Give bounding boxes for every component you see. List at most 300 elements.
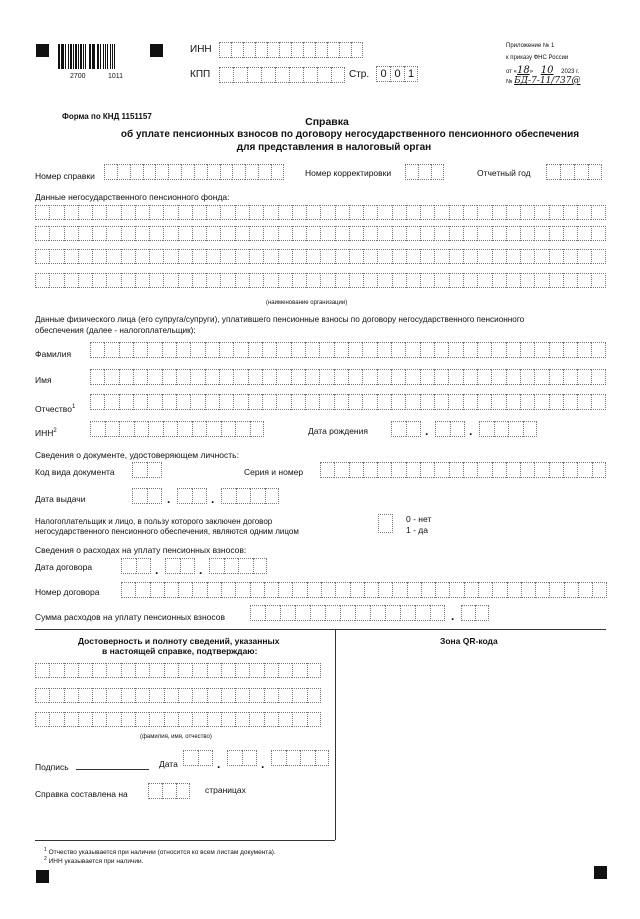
input-cell[interactable] bbox=[164, 688, 178, 703]
input-cell[interactable] bbox=[491, 394, 505, 410]
input-cell[interactable] bbox=[506, 462, 520, 478]
input-cell[interactable] bbox=[134, 421, 149, 437]
input-cell[interactable] bbox=[243, 42, 255, 58]
input-cell[interactable] bbox=[520, 462, 534, 478]
input-cell[interactable] bbox=[434, 205, 448, 220]
input-cell[interactable] bbox=[563, 205, 577, 220]
input-cell[interactable] bbox=[258, 164, 271, 180]
input-cell[interactable] bbox=[181, 164, 194, 180]
input-cell[interactable] bbox=[135, 273, 149, 288]
input-cell[interactable] bbox=[221, 663, 235, 678]
input-cell[interactable] bbox=[92, 249, 106, 264]
input-cell[interactable] bbox=[249, 712, 263, 727]
input-cell[interactable] bbox=[306, 226, 320, 241]
input-cell[interactable] bbox=[291, 394, 305, 410]
input-cell[interactable] bbox=[104, 369, 118, 385]
input-cell[interactable] bbox=[577, 342, 591, 358]
input-cell[interactable] bbox=[35, 226, 49, 241]
input-cell[interactable] bbox=[219, 369, 233, 385]
input-cell[interactable] bbox=[292, 226, 306, 241]
input-cell[interactable] bbox=[106, 205, 120, 220]
input-cell[interactable] bbox=[349, 462, 363, 478]
input-cell[interactable] bbox=[90, 421, 105, 437]
input-cell[interactable] bbox=[477, 226, 491, 241]
input-cell[interactable] bbox=[264, 712, 278, 727]
input-cell[interactable] bbox=[492, 273, 506, 288]
input-cell[interactable] bbox=[219, 42, 231, 58]
input-cell[interactable] bbox=[292, 273, 306, 288]
input-cell[interactable] bbox=[249, 663, 263, 678]
input-cell[interactable] bbox=[106, 663, 120, 678]
input-cell[interactable] bbox=[492, 226, 506, 241]
input-cell[interactable] bbox=[506, 342, 520, 358]
input-cell[interactable] bbox=[207, 164, 220, 180]
input-cell[interactable] bbox=[591, 394, 605, 410]
input-cell[interactable] bbox=[248, 369, 262, 385]
input-cell[interactable] bbox=[506, 394, 520, 410]
input-cell[interactable] bbox=[235, 226, 249, 241]
input-cell[interactable] bbox=[90, 394, 104, 410]
input-cell[interactable] bbox=[192, 688, 206, 703]
input-cell[interactable] bbox=[475, 605, 489, 621]
input-cell[interactable] bbox=[391, 394, 405, 410]
sign-month-cells[interactable] bbox=[227, 750, 257, 766]
input-cell[interactable] bbox=[295, 605, 310, 621]
input-cell[interactable] bbox=[520, 226, 534, 241]
input-cell[interactable] bbox=[534, 226, 548, 241]
input-cell[interactable] bbox=[178, 249, 192, 264]
input-cell[interactable] bbox=[178, 712, 192, 727]
input-cell[interactable] bbox=[250, 421, 265, 437]
input-cell[interactable] bbox=[221, 421, 236, 437]
input-cell[interactable] bbox=[591, 342, 605, 358]
input-cell[interactable] bbox=[178, 663, 192, 678]
patronymic-cells[interactable] bbox=[90, 394, 606, 410]
input-cell[interactable] bbox=[220, 249, 234, 264]
input-cell[interactable] bbox=[391, 342, 405, 358]
input-cell[interactable] bbox=[534, 394, 548, 410]
input-cell[interactable] bbox=[235, 712, 249, 727]
input-cell[interactable] bbox=[319, 342, 333, 358]
input-cell[interactable] bbox=[264, 688, 278, 703]
input-cell[interactable] bbox=[340, 605, 355, 621]
input-cell[interactable] bbox=[180, 558, 195, 574]
input-cell[interactable] bbox=[405, 342, 419, 358]
input-cell[interactable] bbox=[49, 205, 63, 220]
input-cell[interactable] bbox=[147, 462, 162, 478]
input-cell[interactable] bbox=[220, 273, 234, 288]
issue-day-cells[interactable] bbox=[132, 488, 162, 504]
input-cell[interactable] bbox=[392, 273, 406, 288]
input-cell[interactable] bbox=[90, 369, 104, 385]
input-cell[interactable] bbox=[155, 164, 168, 180]
input-cell[interactable] bbox=[92, 688, 106, 703]
input-cell[interactable] bbox=[535, 582, 549, 598]
input-cell[interactable] bbox=[64, 249, 78, 264]
input-cell[interactable] bbox=[235, 688, 249, 703]
input-cell[interactable] bbox=[335, 249, 349, 264]
signer-fio-row-3[interactable] bbox=[35, 712, 321, 727]
input-cell[interactable] bbox=[64, 205, 78, 220]
input-cell[interactable] bbox=[534, 462, 548, 478]
input-cell[interactable] bbox=[219, 67, 233, 83]
input-cell[interactable] bbox=[307, 582, 321, 598]
signer-fio-row-2[interactable] bbox=[35, 688, 321, 703]
input-cell[interactable] bbox=[463, 369, 477, 385]
input-cell[interactable] bbox=[549, 249, 563, 264]
input-cell[interactable] bbox=[339, 42, 351, 58]
input-cell[interactable] bbox=[377, 249, 391, 264]
input-cell[interactable] bbox=[320, 205, 334, 220]
birth-year-cells[interactable] bbox=[479, 421, 537, 437]
input-cell[interactable] bbox=[355, 605, 370, 621]
input-cell[interactable] bbox=[305, 369, 319, 385]
input-cell[interactable] bbox=[192, 226, 206, 241]
input-cell[interactable] bbox=[421, 582, 435, 598]
pages-count-cells[interactable] bbox=[148, 783, 190, 799]
input-cell[interactable] bbox=[253, 558, 268, 574]
input-cell[interactable] bbox=[405, 164, 418, 180]
input-cell[interactable] bbox=[207, 663, 221, 678]
input-cell[interactable] bbox=[119, 369, 133, 385]
sign-year-cells[interactable] bbox=[271, 750, 329, 766]
input-cell[interactable] bbox=[430, 605, 445, 621]
input-cell[interactable] bbox=[306, 249, 320, 264]
input-cell[interactable] bbox=[420, 226, 434, 241]
input-cell[interactable] bbox=[292, 205, 306, 220]
input-cell[interactable] bbox=[578, 582, 592, 598]
input-cell[interactable] bbox=[420, 342, 434, 358]
input-cell[interactable] bbox=[162, 394, 176, 410]
input-cell[interactable] bbox=[178, 688, 192, 703]
input-cell[interactable] bbox=[232, 164, 245, 180]
input-cell[interactable] bbox=[378, 514, 393, 533]
input-cell[interactable] bbox=[363, 226, 377, 241]
input-cell[interactable] bbox=[135, 688, 149, 703]
input-cell[interactable] bbox=[364, 582, 378, 598]
input-cell[interactable] bbox=[250, 488, 265, 504]
input-cell[interactable] bbox=[477, 369, 491, 385]
input-cell[interactable] bbox=[106, 712, 120, 727]
input-cell[interactable] bbox=[136, 558, 151, 574]
input-cell[interactable] bbox=[276, 342, 290, 358]
input-cell[interactable] bbox=[135, 582, 149, 598]
input-cell[interactable] bbox=[163, 226, 177, 241]
input-cell[interactable] bbox=[591, 273, 605, 288]
input-cell[interactable] bbox=[64, 226, 78, 241]
input-cell[interactable] bbox=[275, 67, 289, 83]
input-cell[interactable] bbox=[49, 712, 63, 727]
input-cell[interactable] bbox=[148, 421, 163, 437]
input-cell[interactable] bbox=[321, 582, 335, 598]
input-cell[interactable] bbox=[263, 226, 277, 241]
input-cell[interactable] bbox=[35, 712, 49, 727]
input-cell[interactable] bbox=[267, 42, 279, 58]
input-cell[interactable] bbox=[64, 712, 78, 727]
input-cell[interactable] bbox=[362, 342, 376, 358]
input-cell[interactable] bbox=[479, 421, 494, 437]
input-cell[interactable] bbox=[534, 205, 548, 220]
fund-name-row-3[interactable] bbox=[35, 249, 606, 264]
input-cell[interactable] bbox=[291, 369, 305, 385]
contract-number-cells[interactable] bbox=[121, 582, 607, 598]
input-cell[interactable] bbox=[420, 205, 434, 220]
input-cell[interactable] bbox=[121, 663, 135, 678]
input-cell[interactable] bbox=[521, 582, 535, 598]
input-cell[interactable] bbox=[391, 369, 405, 385]
doc-type-code-cells[interactable] bbox=[132, 462, 162, 478]
input-cell[interactable] bbox=[320, 462, 334, 478]
input-cell[interactable] bbox=[262, 394, 276, 410]
input-cell[interactable] bbox=[363, 249, 377, 264]
input-cell[interactable] bbox=[121, 558, 136, 574]
input-cell[interactable] bbox=[35, 273, 49, 288]
input-cell[interactable] bbox=[207, 688, 221, 703]
input-cell[interactable] bbox=[194, 164, 207, 180]
input-cell[interactable] bbox=[162, 342, 176, 358]
input-cell[interactable] bbox=[492, 462, 506, 478]
input-cell[interactable] bbox=[377, 369, 391, 385]
input-cell[interactable] bbox=[162, 783, 176, 799]
input-cell[interactable] bbox=[221, 488, 236, 504]
input-cell[interactable] bbox=[206, 421, 221, 437]
input-cell[interactable] bbox=[463, 226, 477, 241]
input-cell[interactable] bbox=[377, 342, 391, 358]
input-cell[interactable] bbox=[563, 226, 577, 241]
header-kpp-cells[interactable] bbox=[219, 67, 345, 83]
input-cell[interactable] bbox=[335, 205, 349, 220]
input-cell[interactable] bbox=[262, 369, 276, 385]
input-cell[interactable] bbox=[385, 605, 400, 621]
issue-year-cells[interactable] bbox=[221, 488, 279, 504]
input-cell[interactable] bbox=[49, 663, 63, 678]
input-cell[interactable] bbox=[534, 249, 548, 264]
input-cell[interactable] bbox=[149, 688, 163, 703]
input-cell[interactable] bbox=[506, 249, 520, 264]
input-cell[interactable] bbox=[300, 750, 315, 766]
input-cell[interactable] bbox=[349, 205, 363, 220]
input-cell[interactable] bbox=[477, 462, 491, 478]
input-cell[interactable] bbox=[434, 226, 448, 241]
input-cell[interactable] bbox=[278, 663, 292, 678]
input-cell[interactable] bbox=[477, 249, 491, 264]
input-cell[interactable] bbox=[327, 42, 339, 58]
input-cell[interactable] bbox=[349, 226, 363, 241]
input-cell[interactable] bbox=[221, 712, 235, 727]
input-cell[interactable] bbox=[162, 369, 176, 385]
input-cell[interactable] bbox=[78, 205, 92, 220]
input-cell[interactable] bbox=[307, 712, 321, 727]
input-cell[interactable] bbox=[249, 273, 263, 288]
input-cell[interactable] bbox=[264, 582, 278, 598]
input-cell[interactable] bbox=[335, 582, 349, 598]
input-cell[interactable] bbox=[271, 750, 286, 766]
input-cell[interactable] bbox=[130, 164, 143, 180]
input-cell[interactable] bbox=[335, 273, 349, 288]
input-cell[interactable] bbox=[90, 342, 104, 358]
input-cell[interactable] bbox=[546, 164, 560, 180]
input-cell[interactable] bbox=[434, 273, 448, 288]
input-cell[interactable] bbox=[250, 605, 265, 621]
input-cell[interactable] bbox=[178, 226, 192, 241]
input-cell[interactable] bbox=[178, 205, 192, 220]
input-cell[interactable] bbox=[177, 488, 192, 504]
input-cell[interactable] bbox=[560, 164, 574, 180]
input-cell[interactable] bbox=[307, 663, 321, 678]
input-cell[interactable] bbox=[106, 688, 120, 703]
input-cell[interactable] bbox=[205, 394, 219, 410]
input-cell[interactable] bbox=[276, 394, 290, 410]
input-cell[interactable] bbox=[149, 205, 163, 220]
input-cell[interactable] bbox=[305, 342, 319, 358]
input-cell[interactable] bbox=[520, 249, 534, 264]
input-cell[interactable] bbox=[320, 226, 334, 241]
input-cell[interactable] bbox=[264, 663, 278, 678]
input-cell[interactable] bbox=[592, 462, 606, 478]
input-cell[interactable] bbox=[147, 342, 161, 358]
input-cell[interactable] bbox=[520, 369, 534, 385]
input-cell[interactable] bbox=[235, 249, 249, 264]
input-cell[interactable] bbox=[168, 164, 181, 180]
input-cell[interactable] bbox=[148, 783, 162, 799]
input-cell[interactable] bbox=[363, 273, 377, 288]
input-cell[interactable] bbox=[534, 369, 548, 385]
input-cell[interactable] bbox=[262, 342, 276, 358]
input-cell[interactable] bbox=[49, 249, 63, 264]
input-cell[interactable] bbox=[577, 394, 591, 410]
input-cell[interactable] bbox=[147, 369, 161, 385]
input-cell[interactable] bbox=[64, 663, 78, 678]
input-cell[interactable] bbox=[265, 605, 280, 621]
input-cell[interactable] bbox=[448, 342, 462, 358]
input-cell[interactable] bbox=[463, 342, 477, 358]
input-cell[interactable] bbox=[78, 688, 92, 703]
input-cell[interactable] bbox=[448, 369, 462, 385]
input-cell[interactable] bbox=[206, 249, 220, 264]
input-cell[interactable] bbox=[265, 488, 280, 504]
input-cell[interactable] bbox=[92, 712, 106, 727]
input-cell[interactable] bbox=[362, 394, 376, 410]
input-cell[interactable] bbox=[520, 273, 534, 288]
input-cell[interactable] bbox=[236, 488, 251, 504]
input-cell[interactable] bbox=[577, 369, 591, 385]
input-cell[interactable] bbox=[320, 273, 334, 288]
input-cell[interactable] bbox=[249, 226, 263, 241]
input-cell[interactable] bbox=[507, 582, 521, 598]
input-cell[interactable] bbox=[406, 205, 420, 220]
input-cell[interactable] bbox=[235, 582, 249, 598]
birth-month-cells[interactable] bbox=[435, 421, 465, 437]
input-cell[interactable] bbox=[190, 394, 204, 410]
input-cell[interactable] bbox=[176, 342, 190, 358]
input-cell[interactable] bbox=[307, 688, 321, 703]
input-cell[interactable] bbox=[315, 750, 330, 766]
input-cell[interactable] bbox=[238, 558, 253, 574]
input-cell[interactable] bbox=[121, 273, 135, 288]
input-cell[interactable] bbox=[231, 42, 243, 58]
input-cell[interactable] bbox=[176, 783, 190, 799]
input-cell[interactable] bbox=[192, 421, 207, 437]
input-cell[interactable] bbox=[405, 369, 419, 385]
input-cell[interactable] bbox=[132, 462, 147, 478]
input-cell[interactable] bbox=[133, 369, 147, 385]
input-cell[interactable] bbox=[247, 67, 261, 83]
input-cell[interactable] bbox=[549, 369, 563, 385]
input-cell[interactable] bbox=[420, 249, 434, 264]
input-cell[interactable] bbox=[278, 205, 292, 220]
input-cell[interactable] bbox=[577, 273, 591, 288]
input-cell[interactable] bbox=[235, 273, 249, 288]
input-cell[interactable] bbox=[420, 273, 434, 288]
input-cell[interactable] bbox=[121, 226, 135, 241]
input-cell[interactable] bbox=[449, 226, 463, 241]
input-cell[interactable] bbox=[478, 582, 492, 598]
input-cell[interactable] bbox=[549, 462, 563, 478]
input-cell[interactable] bbox=[449, 273, 463, 288]
input-cell[interactable] bbox=[92, 663, 106, 678]
input-cell[interactable] bbox=[563, 249, 577, 264]
input-cell[interactable] bbox=[78, 249, 92, 264]
input-cell[interactable] bbox=[549, 273, 563, 288]
input-cell[interactable] bbox=[291, 342, 305, 358]
input-cell[interactable] bbox=[591, 226, 605, 241]
report-year-cells[interactable] bbox=[546, 164, 602, 180]
input-cell[interactable] bbox=[292, 688, 306, 703]
input-cell[interactable] bbox=[334, 394, 348, 410]
input-cell[interactable] bbox=[192, 582, 206, 598]
input-cell[interactable] bbox=[448, 394, 462, 410]
input-cell[interactable] bbox=[334, 342, 348, 358]
input-cell[interactable] bbox=[464, 582, 478, 598]
input-cell[interactable] bbox=[392, 582, 406, 598]
sign-day-cells[interactable] bbox=[183, 750, 213, 766]
input-cell[interactable] bbox=[506, 226, 520, 241]
input-cell[interactable] bbox=[221, 582, 235, 598]
input-cell[interactable] bbox=[319, 369, 333, 385]
input-cell[interactable] bbox=[104, 164, 117, 180]
input-cell[interactable] bbox=[407, 582, 421, 598]
input-cell[interactable] bbox=[434, 394, 448, 410]
input-cell[interactable] bbox=[205, 369, 219, 385]
input-cell[interactable] bbox=[431, 164, 444, 180]
input-cell[interactable] bbox=[135, 249, 149, 264]
input-cell[interactable] bbox=[192, 712, 206, 727]
input-cell[interactable] bbox=[392, 205, 406, 220]
input-cell[interactable] bbox=[331, 67, 345, 83]
input-cell[interactable] bbox=[219, 342, 233, 358]
contract-year-cells[interactable] bbox=[209, 558, 267, 574]
input-cell[interactable] bbox=[549, 205, 563, 220]
input-cell[interactable] bbox=[406, 226, 420, 241]
birth-day-cells[interactable] bbox=[391, 421, 421, 437]
input-cell[interactable] bbox=[276, 369, 290, 385]
input-cell[interactable] bbox=[249, 688, 263, 703]
input-cell[interactable] bbox=[105, 421, 120, 437]
input-cell[interactable] bbox=[463, 205, 477, 220]
input-cell[interactable] bbox=[400, 605, 415, 621]
input-cell[interactable] bbox=[420, 462, 434, 478]
series-number-cells[interactable] bbox=[320, 462, 606, 478]
input-cell[interactable] bbox=[121, 249, 135, 264]
input-cell[interactable] bbox=[227, 750, 242, 766]
input-cell[interactable] bbox=[463, 273, 477, 288]
input-cell[interactable] bbox=[370, 605, 385, 621]
input-cell[interactable] bbox=[506, 205, 520, 220]
header-inn-cells[interactable] bbox=[219, 42, 363, 58]
input-cell[interactable] bbox=[165, 558, 180, 574]
input-cell[interactable] bbox=[278, 688, 292, 703]
input-cell[interactable] bbox=[149, 226, 163, 241]
